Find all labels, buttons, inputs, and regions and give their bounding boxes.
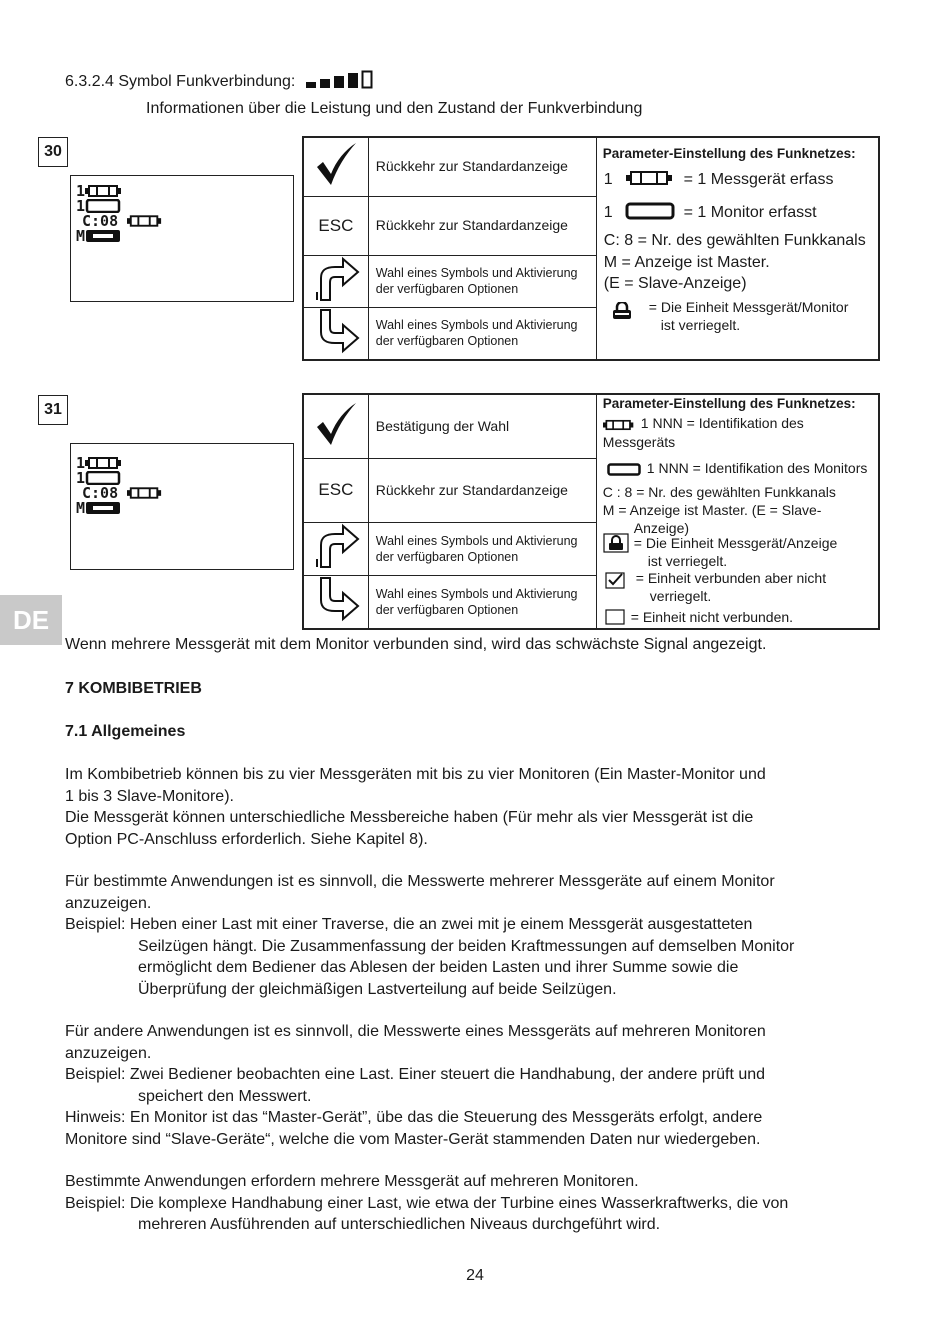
key-cell (303, 575, 368, 629)
param-line: ist verriegelt. (647, 553, 728, 569)
lcd-screen (70, 443, 294, 570)
weak-signal-note: Wenn mehrere Messgerät mit dem Monitor verbunden sind, wird das schwächste Signal angezeigt. (65, 636, 767, 653)
key-description: Wahl eines Symbols und Aktivierung der verfügbaren Optionen (368, 255, 596, 307)
param-line: verriegelt. (649, 588, 712, 604)
paragraph: Für bestimmte Anwendungen ist es sinnvoll, die Messwerte mehrerer Messgeräte auf einem Monitor anzuzeigen. Beispiel: Heben einer Last mit einer Traverse, die an zwei mit je einem Messgerät ausgestatteten Seilzügen hängt. Die Zusammenfassung der beiden Kraftmessungen auf demselben Monitor ermöglicht dem Bediener das Ablesen der beiden Lasten und ihrer Summe sowie die Überprüfung der gleichmäßigen Lastverteilung auf beide Seilzügen. (65, 873, 795, 998)
param-line: M = Anzeige ist Master. (603, 254, 770, 271)
lcd-screen (70, 175, 294, 302)
transmitter-icon (85, 184, 123, 198)
esc-key: ESC (303, 196, 368, 255)
monitor-locked-icon (85, 501, 121, 515)
monitor-locked-icon (85, 229, 121, 243)
section-heading-7-1: 7.1 Allgemeines (65, 723, 186, 740)
params-panel (596, 394, 879, 629)
key-cell (303, 394, 368, 458)
arrow-up-right-icon (311, 256, 361, 302)
key-description: Wahl eines Symbols und Aktivierung der verfügbaren Optionen (368, 522, 596, 575)
figure-number: 30 (38, 137, 68, 167)
transmitter-icon (603, 418, 635, 432)
param-line: = Einheit verbunden aber nicht (635, 570, 827, 586)
checkmark-icon (314, 141, 358, 187)
figure-number: 31 (38, 395, 68, 425)
paragraph: Bestimmte Anwendungen erfordern mehrere Messgerät auf mehreren Monitoren. Beispiel: Die komplexe Handhabung einer Last, wie etwa der Turbine eines Wasserkraftwerks, die von mehreren Ausführenden auf unterschiedlichen Niveaus durchgeführt wird. (65, 1173, 789, 1233)
arrow-down-right-icon (311, 576, 361, 622)
chapter-heading: 7 KOMBIBETRIEB (65, 680, 202, 697)
key-description: Rückkehr zur Standardanzeige (368, 196, 596, 255)
key-cell (303, 255, 368, 307)
param-line: (E = Slave-Anzeige) (603, 275, 747, 292)
params-title: Parameter-Einstellung des Funknetzes: (602, 396, 856, 411)
section-intro: Informationen über die Leistung und den Zustand der Funkverbindung (146, 100, 643, 117)
arrow-down-right-icon (311, 308, 361, 354)
param-line: ist verriegelt. (660, 317, 741, 333)
param-line: C : 8 = Nr. des gewählten Funkkanals (602, 484, 836, 500)
param-line: 1 = 1 Messgerät erfass (603, 171, 834, 188)
transmitter-icon (85, 456, 123, 470)
param-line: M = Anzeige ist Master. (E = Slave- (602, 502, 822, 518)
transmitter-icon (127, 214, 163, 228)
param-line: = Die Einheit Messgerät/Monitor (648, 299, 849, 315)
transmitter-icon (127, 486, 163, 500)
key-description: Wahl eines Symbols und Aktivierung der verfügbaren Optionen (368, 575, 596, 629)
lcd-screen-content: 1 1 C:08 M (76, 456, 163, 516)
monitor-icon (625, 202, 675, 220)
checkmark-box-icon (605, 571, 625, 589)
lock-icon (603, 533, 629, 553)
param-line: Messgeräts (602, 434, 676, 450)
key-cell (303, 307, 368, 360)
transmitter-icon (625, 169, 673, 187)
esc-key: ESC (303, 458, 368, 522)
param-line: = Einheit nicht verbunden. (630, 609, 794, 625)
paragraph: Im Kombibetrieb können bis zu vier Messgeräten mit bis zu vier Monitoren (Ein Master-Monitor und 1 bis 3 Slave-Monitore). Die Messgerät können unterschiedliche Messbereiche haben (Für mehr als vier Messgerät ist die Option PC-Anschluss erforderlich. Siehe Kapitel 8). (65, 766, 766, 848)
param-line: 1 = 1 Monitor erfasst (603, 204, 817, 221)
key-table (302, 136, 880, 361)
key-description: Bestätigung der Wahl (368, 394, 596, 458)
key-cell (303, 137, 368, 196)
monitor-icon (85, 199, 123, 213)
section-heading: 6.3.2.4 Symbol Funkverbindung: (65, 70, 376, 91)
page-number: 24 (466, 1267, 484, 1284)
param-line: C: 8 = Nr. des gewählten Funkkanals (603, 232, 866, 249)
params-title: Parameter-Einstellung des Funknetzes: (602, 146, 856, 161)
language-tab: DE (0, 595, 62, 645)
key-description: Rückkehr zur Standardanzeige (368, 137, 596, 196)
signal-strength-icon (304, 70, 376, 90)
lcd-screen-content: 1 1 C:08 M (76, 184, 163, 244)
key-cell (303, 522, 368, 575)
param-line: = Die Einheit Messgerät/Anzeige (633, 535, 838, 551)
monitor-icon (607, 463, 641, 476)
monitor-icon (85, 471, 123, 485)
arrow-up-right-icon (311, 523, 361, 569)
key-table (302, 393, 880, 630)
key-description: Wahl eines Symbols und Aktivierung der verfügbaren Optionen (368, 307, 596, 360)
paragraph: Für andere Anwendungen ist es sinnvoll, die Messwerte eines Messgeräts auf mehreren Monitoren anzuzeigen. Beispiel: Zwei Bediener beobachten eine Last. Einer steuert die Handhabung, der andere prüft und speichert den Messwert. Hinweis: En Monitor ist das “Master-Gerät”, übe das die Steuerung des Messgeräts erfolgt, andere Monitore sind “Slave-Geräte“, welche die vom Master-Gerät stammenden Daten nur wiedergeben. (65, 1023, 766, 1148)
lock-icon (611, 302, 633, 320)
param-line: 1 NNN = Identifikation des Monitors (646, 460, 868, 476)
key-description: Rückkehr zur Standardanzeige (368, 458, 596, 522)
param-line: Anzeige) (633, 520, 690, 536)
checkmark-icon (314, 401, 358, 447)
params-panel (596, 137, 879, 360)
empty-box-icon (605, 609, 625, 625)
param-line: 1 NNN = Identifikation des (640, 415, 804, 431)
